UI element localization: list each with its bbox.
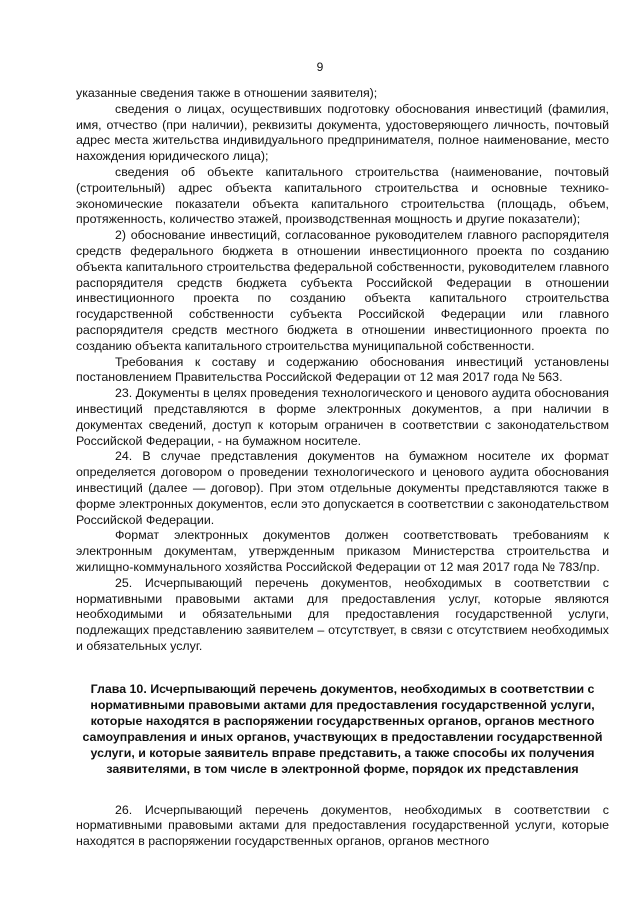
- paragraphs-after: [76, 803, 609, 850]
- chapter-heading: Глава 10. Исчерпывающий перечень документов, необходимых в соответствии с нормативными правовыми актами для предоставления государственной услуги, которые находятся в распоряжении государственных органов, органов местного самоуправления и иных органов, участвующих в предоставлении государственной услуги, и которые заявитель вправе представить, а также способы их получения заявителями, в том числе в электронной форме, порядок их представления: [82, 681, 603, 776]
- paragraph: 2) обоснование инвестиций, согласованное руководителем главного распорядителя средств федерального бюджета в отношении инвестиционного проекта по созданию объекта капитального строительства федеральной собственности, руководителем главного распорядителя средств бюджета субъекта Российской Федерации в отношении инвестиционного проекта по созданию объекта капитального строительства государственной собственности субъекта Российской Федерации или главного распорядителя средств местного бюджета в отношении инвестиционного проекта по созданию объекта капитального строительства муниципальной собственности.: [76, 228, 609, 353]
- paragraph: Требования к составу и содержанию обоснования инвестиций установлены постановлением Правительства Российской Федерации от 12 мая 2017 года № 563.: [76, 354, 609, 385]
- paragraph: сведения о лицах, осуществивших подготовку обоснования инвестиций (фамилия, имя, отчество (при наличии), реквизиты документа, удостоверяющего личность, почтовый адрес места жительства индивидуального предпринимателя, полное наименование, место нахождения юридического лица);: [76, 101, 609, 164]
- paragraphs-before: [76, 86, 609, 655]
- document-body: [76, 86, 609, 850]
- paragraph: 24. В случае представления документов на бумажном носителе их формат определяется договором о проведении технологического и ценового аудита обоснования инвестиций (далее — договор). При этом отдельные документы представляются также в форме электронных документов, если это допускается в соответствии с законодательством Российской Федерации.: [76, 449, 609, 527]
- paragraph: 25. Исчерпывающий перечень документов, необходимых в соответствии с нормативными правовыми актами для предоставления услуг, которые являются необходимыми и обязательными для предоставления государственной услуги, подлежащих представлению заявителем – отсутствует, в связи с отсутствием необходимых и обязательных услуг.: [76, 575, 609, 653]
- paragraph: сведения об объекте капитального строительства (наименование, почтовый (строительный) адрес объекта капитального строительства и основные технико-экономические показатели объекта капитального строительства (площадь, объем, протяженность, количество этажей, производственная мощность и другие показатели);: [76, 164, 609, 227]
- paragraph: 23. Документы в целях проведения технологического и ценового аудита обоснования инвестиций представляются в форме электронных документов, а при наличии в документах сведений, доступ к которым ограничен в соответствии с законодательством Российской Федерации, - на бумажном носителе.: [76, 386, 609, 448]
- paragraph: 26. Исчерпывающий перечень документов, необходимых в соответствии с нормативными правовыми актами для предоставления государственной услуги, которые находятся в распоряжении государственных органов, органов местного: [76, 802, 609, 849]
- page-number: 9: [316, 60, 324, 74]
- paragraph: Формат электронных документов должен соответствовать требованиям к электронным документам, утвержденным приказом Министерства строительства и жилищно-коммунального хозяйства Российской Федерации от 12 мая 2017 года № 783/пр.: [76, 528, 609, 574]
- paragraph: указанные сведения также в отношении заявителя);: [76, 86, 378, 100]
